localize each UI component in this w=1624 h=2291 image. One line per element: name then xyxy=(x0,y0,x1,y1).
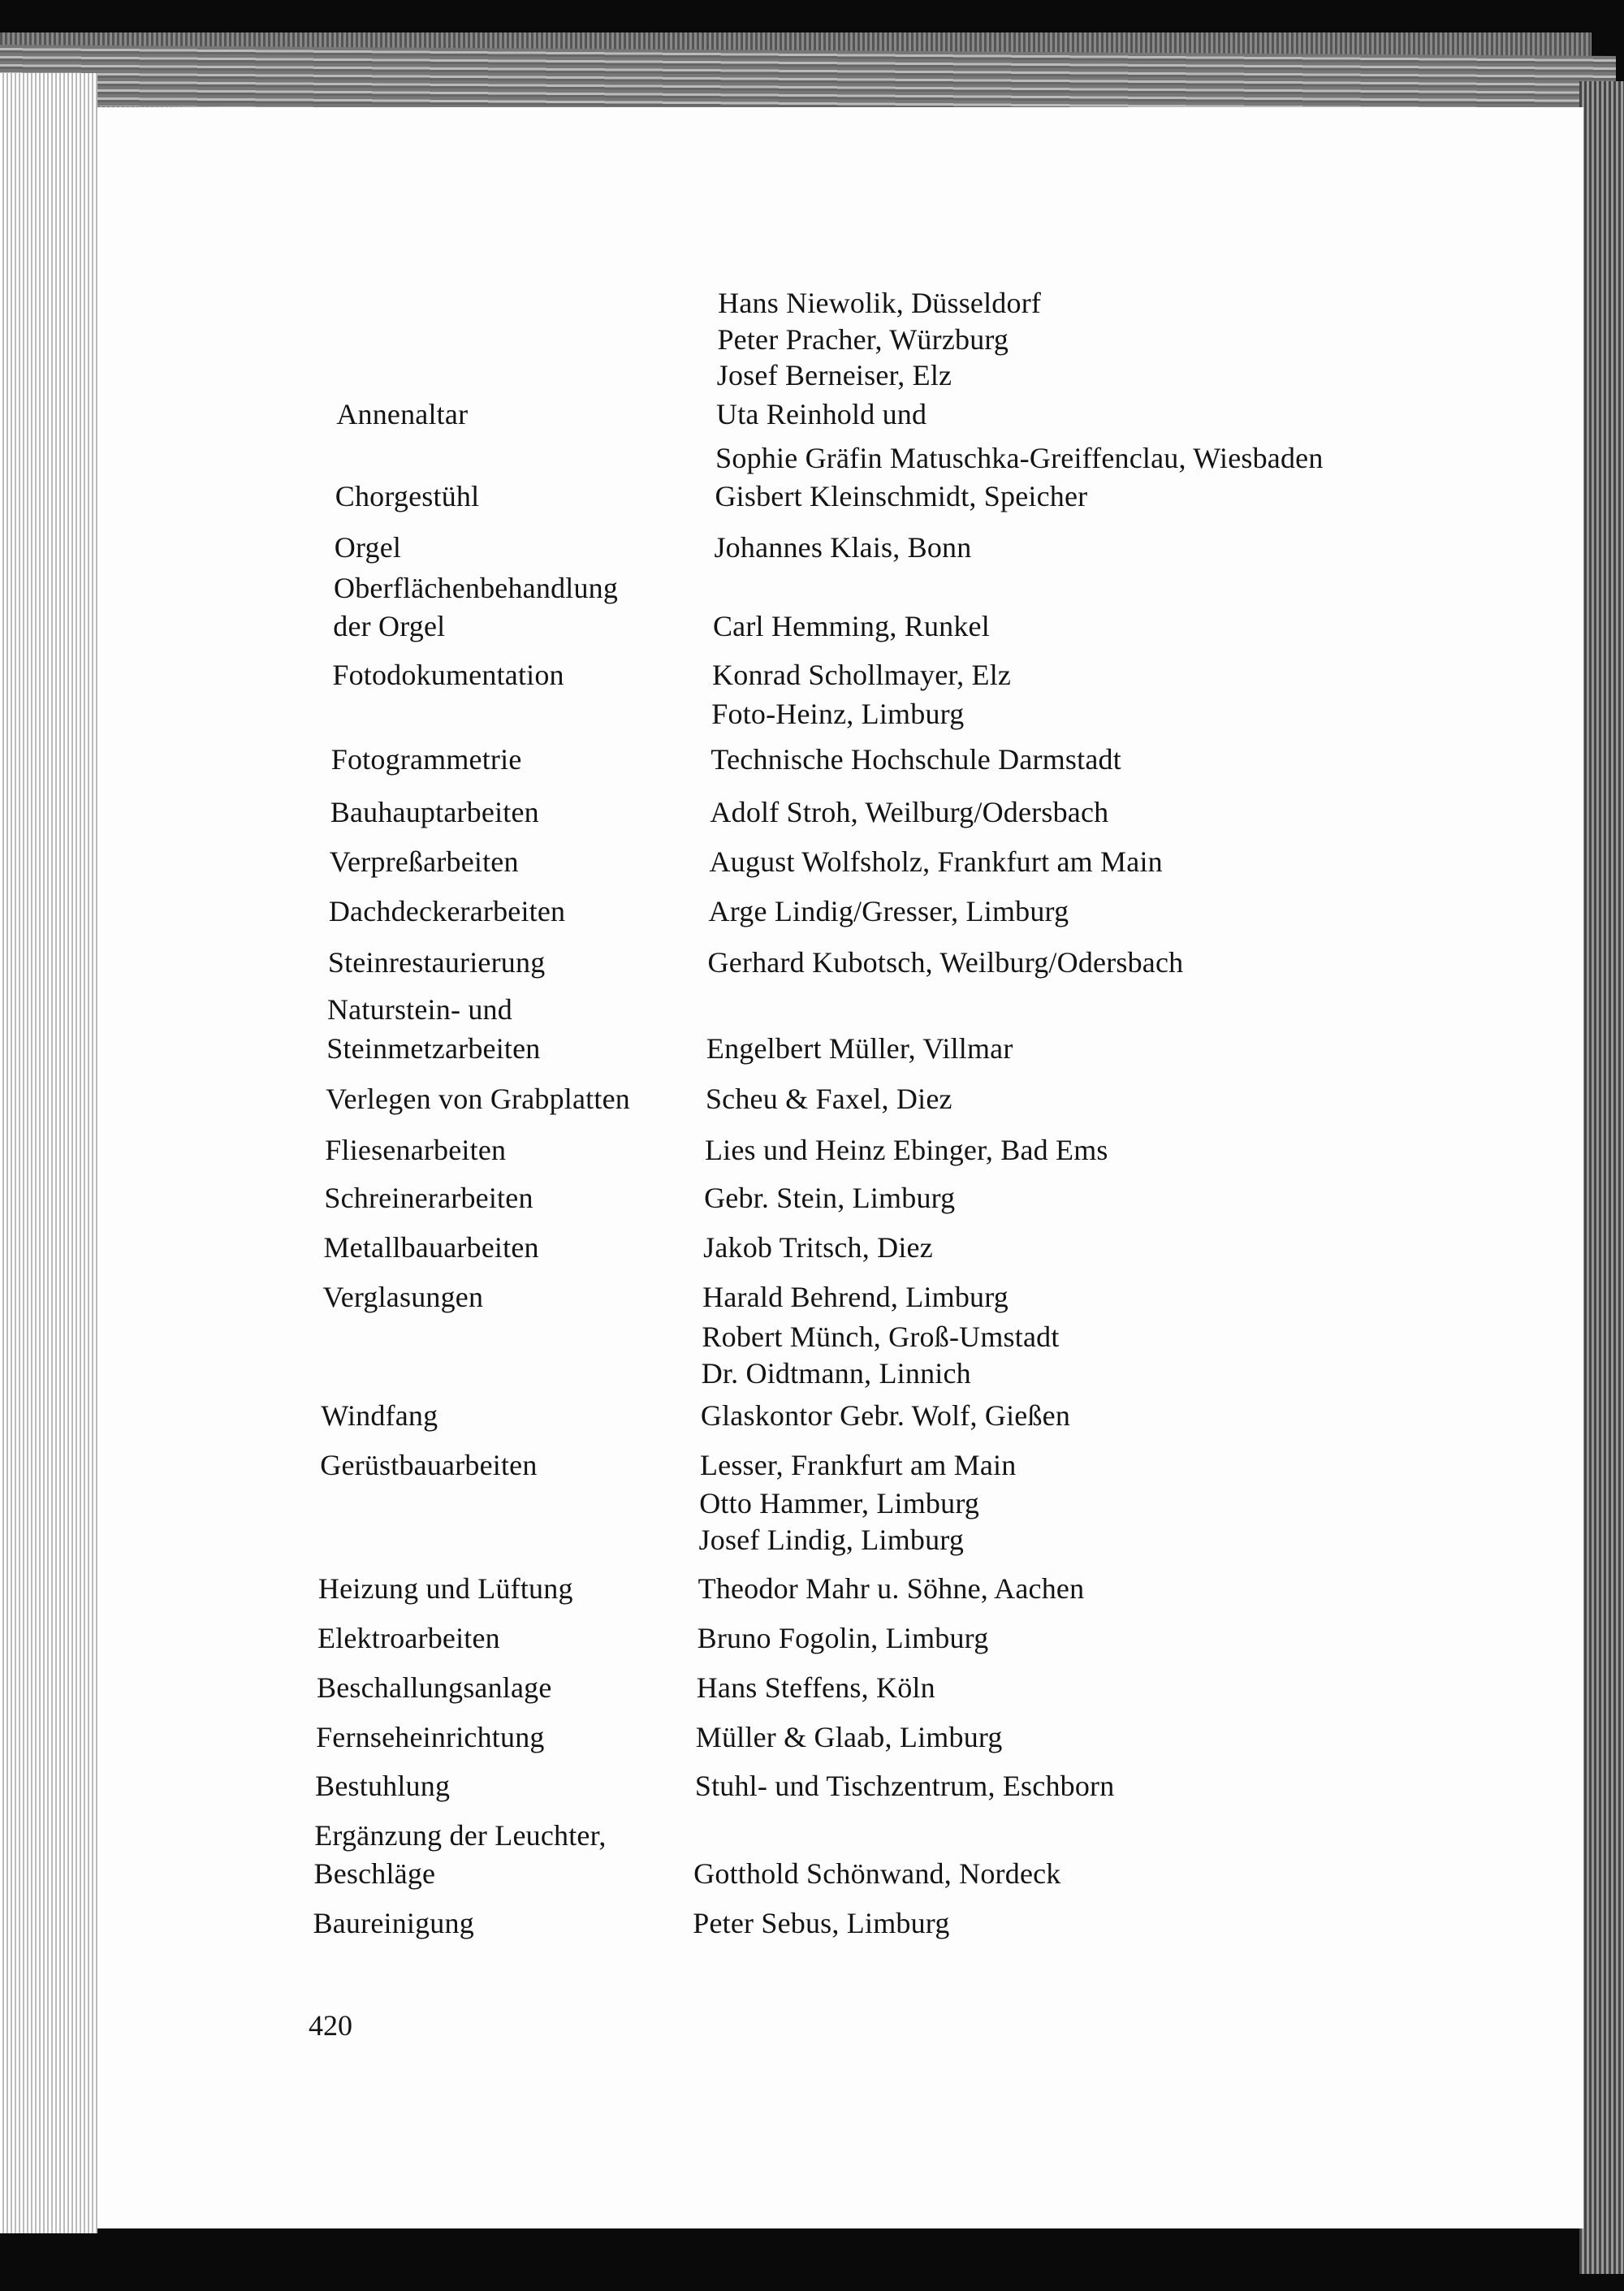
contractor-name: Peter Pracher, Würzburg xyxy=(717,323,1009,357)
contractor-name: Scheu & Faxel, Diez xyxy=(705,1082,952,1115)
contractor-name: Josef Berneiser, Elz xyxy=(716,358,952,391)
contractor-name: Jakob Tritsch, Diez xyxy=(703,1231,933,1264)
trade-label: Oberflächenbehandlung xyxy=(334,572,619,605)
contractor-name: Uta Reinhold und xyxy=(716,398,927,431)
trade-label: Fernseheinrichtung xyxy=(316,1721,545,1754)
contractor-name: Robert Münch, Groß-Umstadt xyxy=(702,1321,1060,1353)
contractor-name: Lesser, Frankfurt am Main xyxy=(699,1449,1017,1482)
trade-label: Chorgestühl xyxy=(335,480,480,512)
trade-label: Elektroarbeiten xyxy=(317,1621,500,1654)
trade-label: Heizung und Lüftung xyxy=(317,1571,573,1605)
trade-label: Orgel xyxy=(334,531,402,564)
contractor-name: Technische Hochschule Darmstadt xyxy=(710,743,1121,776)
contractor-name: Stuhl- und Tischzentrum, Eschborn xyxy=(694,1769,1115,1802)
trade-label: Bestuhlung xyxy=(315,1769,451,1802)
trade-label: der Orgel xyxy=(333,610,446,643)
contractor-name: Otto Hammer, Limburg xyxy=(699,1487,980,1520)
contractor-name: Josef Lindig, Limburg xyxy=(698,1524,965,1557)
contractor-name: Arge Lindig/Gresser, Limburg xyxy=(708,895,1069,928)
trade-label: Dachdeckerarbeiten xyxy=(328,895,566,928)
trade-label: Verglasungen xyxy=(322,1281,484,1314)
trade-label: Steinrestaurierung xyxy=(327,946,546,979)
contractor-name: Gerhard Kubotsch, Weilburg/Odersbach xyxy=(707,946,1184,979)
page-number: 420 xyxy=(309,2009,352,2042)
contractor-name: Bruno Fogolin, Limburg xyxy=(697,1621,989,1654)
contractor-name: Adolf Stroh, Weilburg/Odersbach xyxy=(710,795,1109,828)
contractor-name: Carl Hemming, Runkel xyxy=(712,610,990,643)
contractor-name: Harald Behrend, Limburg xyxy=(702,1281,1009,1314)
page-stack-edge xyxy=(0,45,1616,117)
contractor-name: August Wolfsholz, Frankfurt am Main xyxy=(709,845,1163,878)
contractor-name: Gebr. Stein, Limburg xyxy=(704,1182,956,1214)
trade-label: Annenaltar xyxy=(336,398,469,431)
trade-label: Naturstein- und xyxy=(326,992,512,1026)
contractor-name: Konrad Schollmayer, Elz xyxy=(712,658,1012,691)
trade-label: Verlegen von Grabplatten xyxy=(326,1082,630,1115)
trade-label: Bauhauptarbeiten xyxy=(330,795,539,828)
contractor-name: Müller & Glaab, Limburg xyxy=(695,1721,1003,1754)
trade-label: Fotodokumentation xyxy=(332,658,564,691)
contractor-name: Dr. Oidtmann, Linnich xyxy=(701,1357,971,1390)
contractor-name: Gisbert Kleinschmidt, Speicher xyxy=(715,480,1088,512)
contractor-name: Lies und Heinz Ebinger, Bad Ems xyxy=(704,1133,1108,1166)
trade-label: Windfang xyxy=(321,1399,438,1433)
trade-label: Gerüstbauarbeiten xyxy=(320,1449,538,1482)
contractor-name: Hans Steffens, Köln xyxy=(696,1671,935,1704)
trade-label: Baureinigung xyxy=(313,1906,474,1939)
contractor-name: Engelbert Müller, Villmar xyxy=(706,1032,1013,1066)
trade-label: Metallbauarbeiten xyxy=(323,1231,539,1264)
book-right-edge xyxy=(1579,81,1624,2274)
contractor-name: Hans Niewolik, Düsseldorf xyxy=(718,287,1042,320)
trade-label: Ergänzung der Leuchter, xyxy=(314,1818,607,1852)
trade-label: Beschläge xyxy=(313,1857,436,1890)
trade-label: Verpreßarbeiten xyxy=(329,845,519,878)
contractor-name: Johannes Klais, Bonn xyxy=(714,531,972,564)
trade-label: Schreinerarbeiten xyxy=(324,1182,533,1214)
contractor-name: Peter Sebus, Limburg xyxy=(693,1906,950,1939)
trade-label: Beschallungsanlage xyxy=(317,1671,552,1704)
trade-label: Fliesenarbeiten xyxy=(325,1133,507,1166)
contractor-name: Glaskontor Gebr. Wolf, Gießen xyxy=(700,1399,1071,1433)
trade-label: Fotogrammetrie xyxy=(330,743,522,776)
trade-label: Steinmetzarbeiten xyxy=(326,1032,541,1066)
page-stack-left-edge xyxy=(0,73,97,2233)
contractor-name: Theodor Mahr u. Söhne, Aachen xyxy=(698,1571,1085,1605)
contractor-name: Gotthold Schönwand, Nordeck xyxy=(693,1857,1061,1890)
contractor-name: Foto-Heinz, Limburg xyxy=(711,698,965,731)
contractor-name: Sophie Gräfin Matuschka-Greiffenclau, Wiesbaden xyxy=(715,442,1324,475)
